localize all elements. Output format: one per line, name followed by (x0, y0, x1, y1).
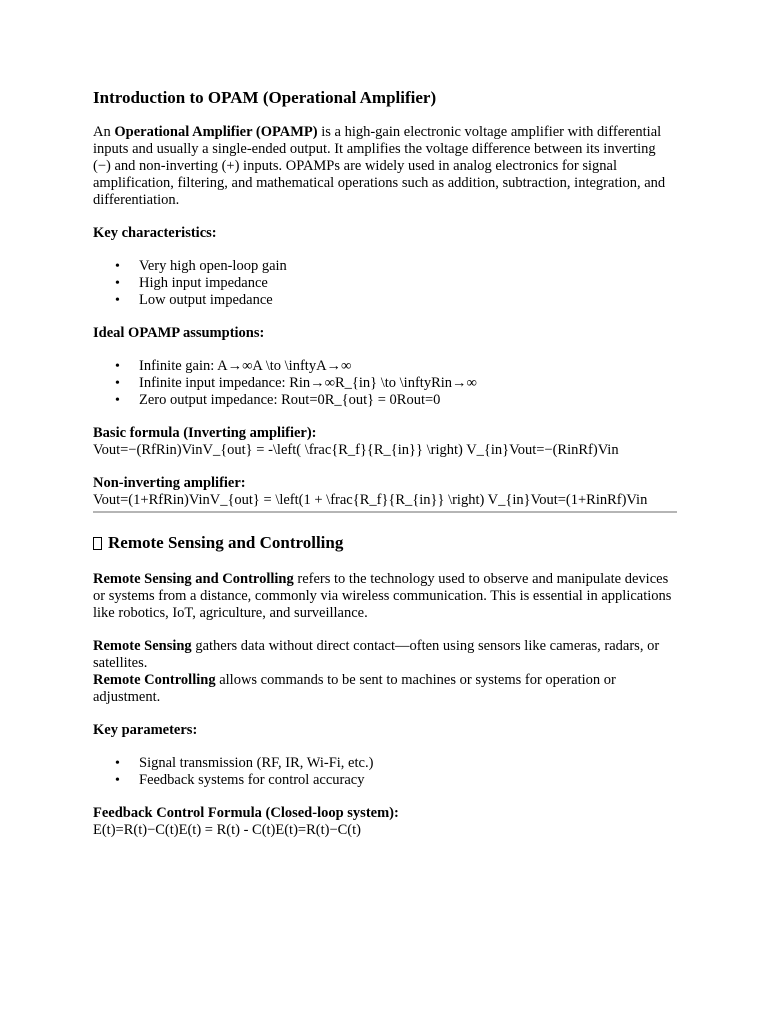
remote-intro-text: refers to the technology used to observe and manipulate devices or systems from a distance, commonly via wireless communication. This is essential in applications like robotics, IoT, agriculture, and surveillance. (93, 571, 672, 621)
missing-glyph-icon (93, 537, 102, 550)
noninverting-label: Non-inverting amplifier: (93, 475, 246, 491)
feedback-formula: E(t)=R(t)−C(t)E(t) = R(t) - C(t)E(t)=R(t)−C(t) (93, 822, 361, 838)
key-characteristics-list (93, 258, 677, 309)
remote-intro-paragraph (93, 571, 677, 622)
remote-sensing-term: Remote Sensing (93, 638, 192, 654)
list-item: • Infinite input impedance: Rin→∞R_{in} \to \inftyRin→∞ (93, 375, 677, 392)
list-item: • Zero output impedance: Rout=0R_{out} = 0Rout=0 (93, 392, 677, 409)
opamp-heading: Introduction to OPAM (Operational Amplifier) (93, 88, 437, 107)
noninverting-formula: Vout=(1+RfRin)VinV_{out} = \left(1 + \frac{R_f}{R_{in}} \right) V_{in}Vout=(1+RinRf)Vin (93, 492, 648, 508)
document-content (93, 86, 677, 839)
key-parameters-label: Key parameters: (93, 722, 198, 738)
basic-formula-label: Basic formula (Inverting amplifier): (93, 425, 317, 441)
ideal-assumptions-label: Ideal OPAMP assumptions: (93, 325, 265, 341)
list-item: • Feedback systems for control accuracy (93, 772, 677, 789)
remote-controlling-term: Remote Controlling (93, 672, 216, 688)
list-item: • Low output impedance (93, 292, 677, 309)
feedback-formula-label: Feedback Control Formula (Closed-loop system): (93, 805, 399, 821)
list-item: • High input impedance (93, 275, 677, 292)
remote-intro-term: Remote Sensing and Controlling (93, 571, 294, 587)
key-parameters-list (93, 755, 677, 789)
remote-controlling-text: allows commands to be sent to machines or systems for operation or adjustment. (93, 672, 616, 705)
remote-sensing-text: gathers data without direct contact—often using sensors like cameras, radars, or satellites. (93, 638, 660, 671)
inverting-formula: Vout=−(RfRin)VinV_{out} = -\left( \frac{R_f}{R_{in}} \right) V_{in}Vout=−(RinRf)Vin (93, 442, 619, 458)
remote-heading (93, 531, 677, 555)
list-item: • Signal transmission (RF, IR, Wi-Fi, etc.) (93, 755, 677, 772)
key-characteristics-label: Key characteristics: (93, 225, 217, 241)
remote-heading-text: Remote Sensing and Controlling (108, 533, 344, 552)
opamp-intro-pre: An (93, 124, 115, 140)
list-item: • Infinite gain: A→∞A \to \inftyA→∞ (93, 358, 677, 375)
remote-sensing-paragraph (93, 638, 677, 706)
opamp-intro-text: is a high-gain electronic voltage amplifier with differential inputs and usually a single-ended output. It amplifies the voltage difference between its inverting (−) and non-inverting (+) inputs. OPAMPs are widely used in analog electronics for signal amplification, filtering, and mathematical operations such as addition, subtraction, integration, and differentiation. (93, 124, 666, 208)
ideal-assumptions-list (93, 358, 677, 409)
list-item: • Very high open-loop gain (93, 258, 677, 275)
opamp-intro-paragraph (93, 124, 677, 209)
section-divider (93, 511, 677, 513)
opamp-intro-term: Operational Amplifier (OPAMP) (114, 124, 318, 140)
